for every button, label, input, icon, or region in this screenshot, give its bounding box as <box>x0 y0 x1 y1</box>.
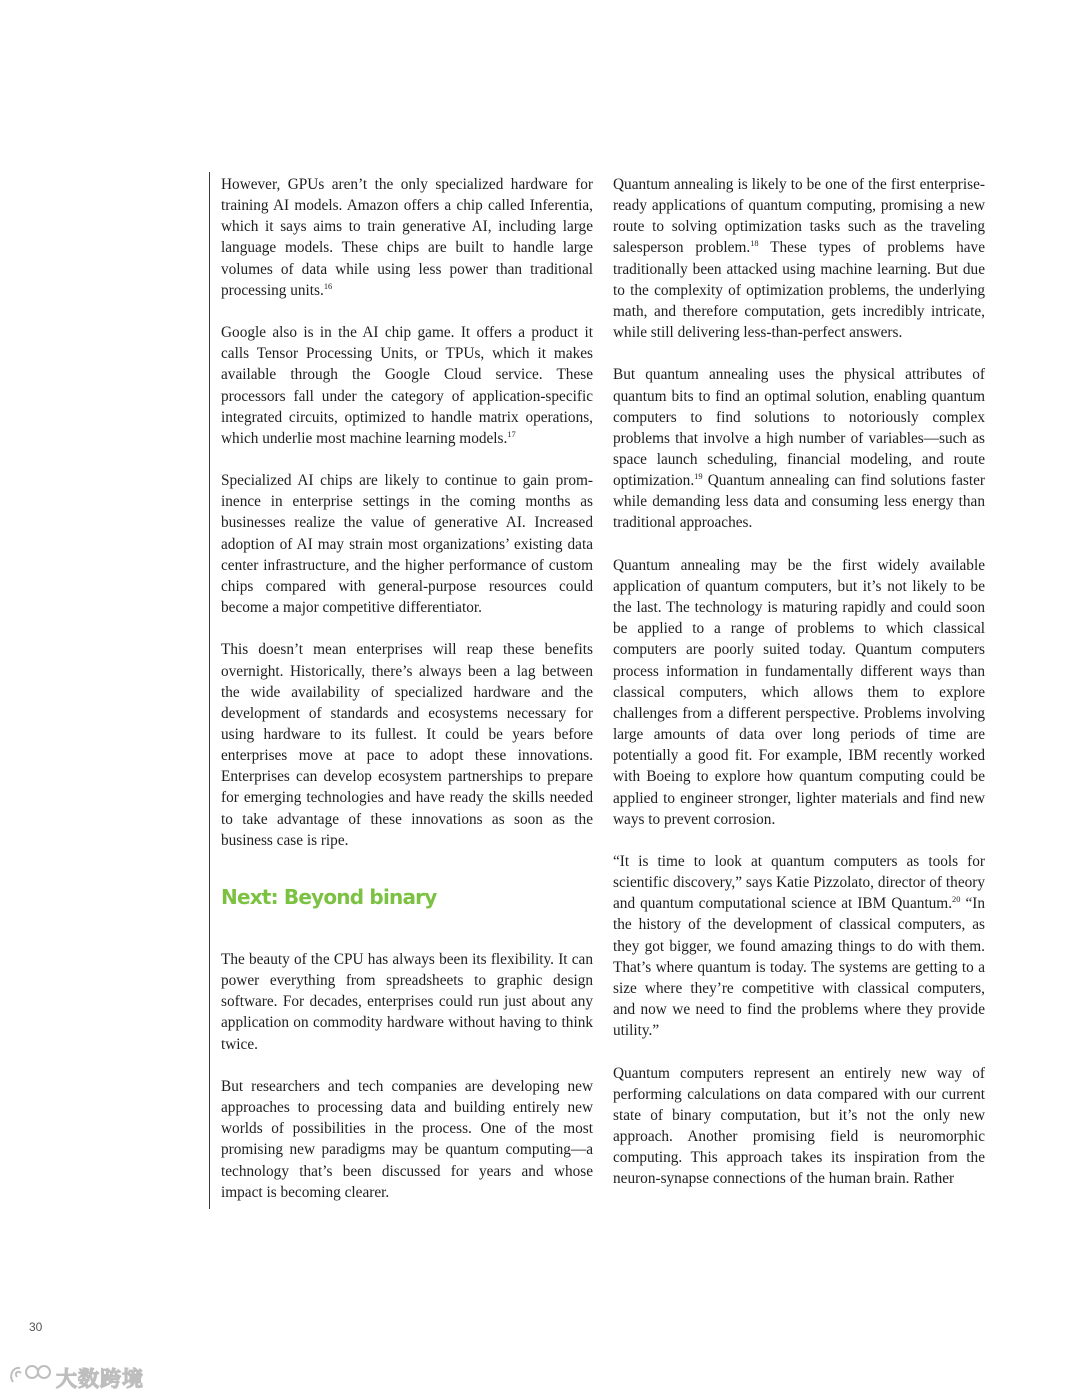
column-divider-rule <box>209 172 210 1209</box>
paragraph: Quantum annealing may be the first widely available application of quantum computers, but it’s not likely to be the last. The technology is maturing rapidly and could soon be applied to a range of problems to which classical computers are poorly suited today. Quantum computers process information in fundamentally different ways than classical computers, which allows them to explore challenges from a different perspective. Problems involving large amounts of data over long periods of time are potentially a good fit. For example, IBM recently worked with Boeing to explore how quantum computing could be applied to engineer stronger, lighter materials and find new ways to prevent corrosion. <box>613 556 985 828</box>
logo-icon <box>8 1362 52 1393</box>
footnote-ref[interactable]: 16 <box>323 281 333 291</box>
paragraph: Google also is in the AI chip game. It offers a product it calls Tensor Processing Units, or TPUs, which it makes available through the Google Cloud service. These processors fall under the category of application-specific integrated circuits, optimized to handle matrix operations, which underlie most machine learning models.$^{17}$ <box>221 324 593 447</box>
watermark-text: 大数跨境 <box>56 1366 144 1391</box>
paragraph: This doesn’t mean enterprises will reap these benefits overnight. Historically, there’s always been a lag between the wide availability of specialized hardware and the development of standards and ecosystems necessary for using hardware to its fullest. It could be years before enterprises move at pace to adopt these innovations. Enterprises can develop ecosystem partnerships to prepare for emerging technologies and have ready the skills needed to take advantage of these innovations as soon as the business case is ripe. <box>221 641 593 849</box>
paragraph: However, GPUs aren’t the only specialized hardware for training AI models. Amazon offers a chip called Inferentia, which it says aims to train generative AI, including large language models. These chips are built to handle large volumes of data while using less power than traditional processing units.$^{16}$ <box>221 176 593 299</box>
paragraph: Quantum computers represent an entirely new way of performing calculations on data compared with our current state of binary computation, but it’s not the only new approach. Another promising field is neuromorphic computing. This approach takes its inspiration from the neuron-synapse connections of the human brain. Rather <box>613 1064 985 1188</box>
footnote-ref[interactable]: 17 <box>507 429 516 439</box>
section-heading: Next: Beyond binary <box>221 884 437 909</box>
paragraph: The beauty of the CPU has always been its flexibility. It can power everything from spreadsheets to graphic design software. For decades, enterprises could run just about any application on commodity hardware without having to think twice. <box>221 950 593 1053</box>
page-number: 30 <box>29 1320 43 1334</box>
left-column <box>221 174 593 1203</box>
paragraph: “It is time to look at quantum computers as tools for scientific discovery,” says Katie Pizzolato, director of theory and quantum computational science at IBM Quantum.$^{20}$ “In the history of the development of classical computers, as they got bigger, we found amazing things to do with them. That’s where quantum is today. The systems are getting to a size where they’re competitive with classical computers, and now we need to find the problems where they provide utility.” <box>613 852 986 1040</box>
paragraph: But researchers and tech companies are developing new approaches to processing data and building entirely new worlds of possibilities in the process. One of the most promising new paradigms may be quantum computing—a technology that’s been discussed for years and whose impact is becoming clearer. <box>221 1077 593 1201</box>
footnote-ref[interactable]: 18 <box>750 239 759 249</box>
watermark <box>8 1362 144 1393</box>
footnote-ref[interactable]: 20 <box>952 895 961 905</box>
paragraph: But quantum annealing uses the physical attributes of quantum bits to find an optimal solution, enabling quantum computers to find solutions to notoriously complex problems that involve a high number of variables—such as space launch scheduling, financial modeling, and route optimization.$^{19}$ Quantum annealing can find solutions faster while demanding less data and consuming less energy than traditional approaches. <box>613 366 985 532</box>
paragraph: Specialized AI chips are likely to continue to gain prominence in enterprise settings in the coming months as businesses realize the value of generative AI. Increased adoption of AI may strain most organizations’ existing data center infrastructure, and the higher performance of custom chips compared with general-purpose resources could become a major competitive differentiator. <box>221 472 593 617</box>
right-column <box>613 174 985 1189</box>
footnote-ref[interactable]: 19 <box>694 472 703 482</box>
paragraph: Quantum annealing is likely to be one of the first enterprise-ready applications of quantum computing, promising a new route to solving optimization tasks such as the traveling salesperson problem.$^{18}$ These types of problems have traditionally been attacked using machine learning. But due to the complexity of optimization problems, the underlying math, and therefore computation, gets incredibly intricate, while still delivering less-than-perfect answers. <box>613 176 985 342</box>
